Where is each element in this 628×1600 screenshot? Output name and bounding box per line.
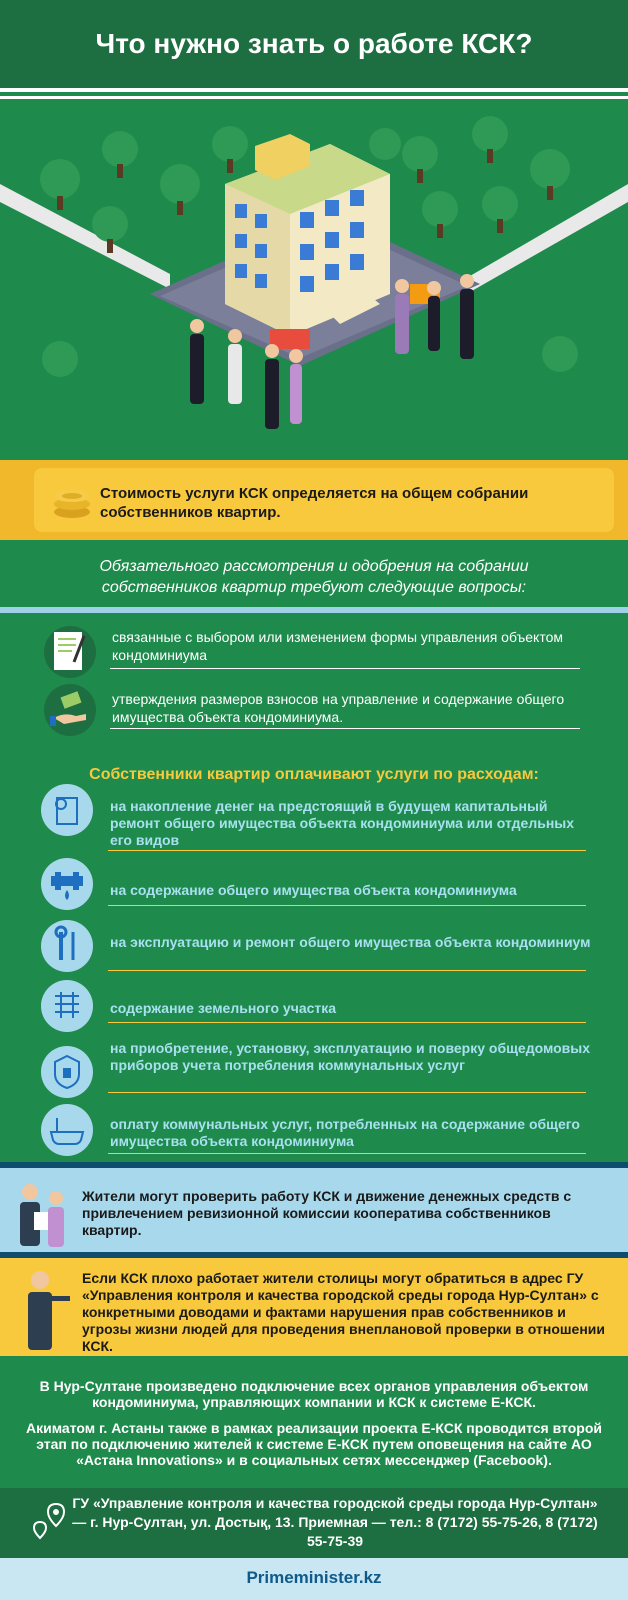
- expense-underline: [108, 1022, 586, 1023]
- header-stripe-thin: [0, 96, 628, 99]
- building-scene-illustration: [0, 104, 628, 460]
- question-underline: [110, 728, 580, 729]
- document-pen-icon: [44, 626, 96, 678]
- footer-source: Primeminister.kz: [246, 1568, 382, 1587]
- page-title: Что нужно знать о работе КСК?: [95, 28, 533, 59]
- pipe-icon: [41, 858, 93, 910]
- expenses-title: Собственники квартир оплачивают услуги по расходам:: [89, 766, 539, 783]
- audit-text: Жители могут проверить работу КСК и движение денежных средств с привлечением ревизионной комиссии кооператива собственников квартир.: [82, 1188, 572, 1238]
- header: [0, 0, 628, 88]
- contact-text: ГУ «Управление контроля и качества городской среды города Нур-Султан» — г. Нур-Султан, ул. Достық, 13. Приемная — тел.: 8 (7172) 55-75-26, 8 (7172) 55-75-39: [72, 1495, 598, 1549]
- bathtub-icon: [41, 1104, 93, 1156]
- expense-text: на эксплуатацию и ремонт общего имущества объекта кондоминиум: [110, 934, 591, 950]
- question-text: связанные с выбором или изменением формы управления объектом кондоминиума: [112, 629, 564, 663]
- expense-text: на накопление денег на предстоящий в будущем капитальный ремонт общего имущества объекта кондоминиума или отдельных его видов: [110, 798, 575, 848]
- question-underline: [110, 668, 580, 669]
- expense-underline: [108, 1092, 586, 1093]
- land-plot-icon: [41, 980, 93, 1032]
- expense-underline: [108, 970, 586, 971]
- location-pin-icon: [30, 1500, 70, 1540]
- hero-illustration: [0, 104, 628, 460]
- expense-text: содержание земельного участка: [110, 1000, 337, 1016]
- expense-text: на содержание общего имущества объекта кондоминиума: [110, 882, 517, 898]
- cost-text: Стоимость услуги КСК определяется на общем собрании собственников квартир.: [100, 485, 529, 521]
- complaint-text: Если КСК плохо работает жители столицы могут обратиться в адрес ГУ «Управления контроля и качества городской среды города Нур-Султан» с конкретными доводами и фактами нарушения прав собственников и угрозы жизни людей для проведения внеплановой проверки в отношении КСК.: [82, 1270, 605, 1354]
- building-repair-icon: [41, 784, 93, 836]
- residents-illustration: [8, 1172, 78, 1256]
- question-text: утверждения размеров взносов на управление и содержание общего имущества объекта кондоминиума.: [112, 691, 565, 725]
- expense-underline: [108, 850, 586, 851]
- info-paragraph: В Нур-Султане произведено подключение всех органов управления объектом кондоминиума, управляющих компании и КСК к системе Е-КСК.: [39, 1378, 589, 1410]
- expense-text: на приобретение, установку, эксплуатацию и поверку общедомовых приборов учета потребления коммунальных услуг: [110, 1040, 591, 1073]
- intro-text: Обязательного рассмотрения и одобрения на собрании собственников квартир требуют следующие вопросы:: [99, 558, 529, 596]
- wrench-screwdriver-icon: [41, 920, 93, 972]
- speaker-illustration: [8, 1262, 78, 1356]
- meter-icon: [41, 1046, 93, 1098]
- expense-underline: [108, 905, 586, 906]
- money-hand-icon: [44, 684, 96, 736]
- header-stripe: [0, 88, 628, 92]
- expense-underline: [108, 1153, 586, 1154]
- expense-text: оплату коммунальных услуг, потребленных на содержание общего имущества объекта кондоминиума: [110, 1116, 580, 1149]
- coins-icon: [52, 486, 92, 520]
- info-paragraph: Акиматом г. Астаны также в рамках реализации проекта Е-КСК проводится второй этап по подключению жителей к системе Е-КСК путем оповещения на сайте АО «Астана Innovations» и в социальных сетях мессенджер (Facebook).: [26, 1420, 602, 1468]
- section-divider: [0, 607, 628, 613]
